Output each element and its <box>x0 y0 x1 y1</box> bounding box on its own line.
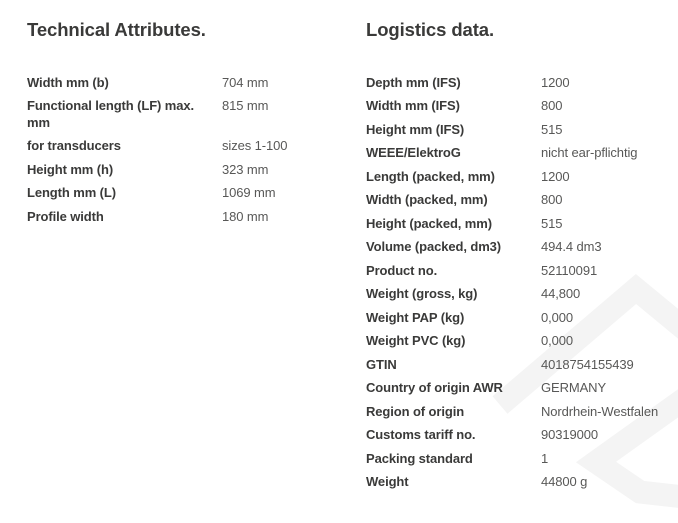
logistics-data-section <box>366 19 678 494</box>
attribute-value: 4018754155439 <box>541 356 634 372</box>
attribute-value: Nordrhein-Westfalen <box>541 403 659 419</box>
attribute-value: 800 <box>541 192 563 207</box>
attribute-value: 515 <box>541 121 563 137</box>
attribute-row <box>366 447 678 471</box>
attribute-value: 494.4 dm3 <box>541 239 602 254</box>
attribute-value: 44800 g <box>541 474 588 489</box>
attribute-value: 44,800 <box>541 286 581 301</box>
attribute-row <box>366 424 678 448</box>
attribute-label: WEEE/ElektroG <box>366 145 461 160</box>
attribute-label: Width mm (b) <box>27 74 109 90</box>
attribute-row <box>27 182 332 206</box>
attribute-value: nicht ear-pflichtig <box>541 145 638 160</box>
attribute-value: 815 mm <box>222 98 269 113</box>
attribute-label: Length mm (L) <box>27 185 116 200</box>
attribute-row <box>366 236 678 260</box>
attribute-value: 0,000 <box>541 309 574 325</box>
attribute-row <box>366 283 678 307</box>
attribute-row <box>366 189 678 213</box>
attribute-value: sizes 1-100 <box>222 138 288 153</box>
attribute-value: 90319000 <box>541 427 599 442</box>
attribute-row <box>366 377 678 401</box>
attribute-row <box>27 135 332 159</box>
attribute-label: Weight (gross, kg) <box>366 286 478 301</box>
attribute-row <box>366 212 678 236</box>
attribute-row <box>366 330 678 354</box>
attribute-row <box>366 306 678 330</box>
attribute-value: 704 mm <box>222 74 269 90</box>
attribute-label: GTIN <box>366 356 397 372</box>
attribute-label: Height mm (h) <box>27 161 114 177</box>
attribute-value: 52110091 <box>541 262 598 278</box>
attribute-label: Height mm (IFS) <box>366 121 465 137</box>
attribute-value: GERMANY <box>541 380 607 395</box>
attribute-value: 515 <box>541 215 563 231</box>
attribute-label: Height (packed, mm) <box>366 215 492 231</box>
attribute-label: Weight PAP (kg) <box>366 309 465 325</box>
attribute-value: 323 mm <box>222 161 269 177</box>
attribute-label: Weight <box>366 474 409 489</box>
attribute-value: 180 mm <box>222 208 269 224</box>
attribute-value: 1 <box>541 450 549 466</box>
attribute-row <box>27 71 332 95</box>
technical-attributes-title: Technical Attributes. <box>27 19 206 40</box>
attribute-label: Functional length (LF) max. mm <box>27 98 195 130</box>
attribute-value: 0,000 <box>541 333 574 348</box>
attribute-row <box>27 158 332 182</box>
attribute-value: 1200 <box>541 168 570 184</box>
attribute-row <box>366 259 678 283</box>
attribute-row <box>366 400 678 424</box>
attribute-label: Width mm (IFS) <box>366 98 460 113</box>
technical-attributes-list <box>27 71 332 229</box>
attribute-row <box>366 118 678 142</box>
attribute-row <box>366 71 678 95</box>
attribute-label: Country of origin AWR <box>366 380 503 395</box>
attribute-label: Region of origin <box>366 403 465 419</box>
attribute-value: 1200 <box>541 74 570 90</box>
attribute-label: Weight PVC (kg) <box>366 333 466 348</box>
attribute-row <box>366 353 678 377</box>
attribute-row <box>27 95 332 135</box>
attribute-label: Length (packed, mm) <box>366 168 495 184</box>
attribute-row <box>366 165 678 189</box>
logistics-data-list <box>366 71 678 494</box>
attribute-label: for transducers <box>27 138 121 153</box>
attribute-label: Customs tariff no. <box>366 427 476 442</box>
attribute-value: 800 <box>541 98 563 113</box>
technical-attributes-section <box>27 19 332 229</box>
logistics-data-title: Logistics data. <box>366 19 495 40</box>
attribute-label: Profile width <box>27 208 104 224</box>
attribute-row <box>27 205 332 229</box>
attribute-row <box>366 95 678 119</box>
attribute-row <box>366 142 678 166</box>
attribute-label: Product no. <box>366 262 438 278</box>
attribute-value: 1069 mm <box>222 185 276 200</box>
attribute-label: Packing standard <box>366 450 473 466</box>
attribute-label: Depth mm (IFS) <box>366 74 461 90</box>
attribute-label: Width (packed, mm) <box>366 192 488 207</box>
attribute-row <box>366 471 678 495</box>
attribute-label: Volume (packed, dm3) <box>366 239 502 254</box>
